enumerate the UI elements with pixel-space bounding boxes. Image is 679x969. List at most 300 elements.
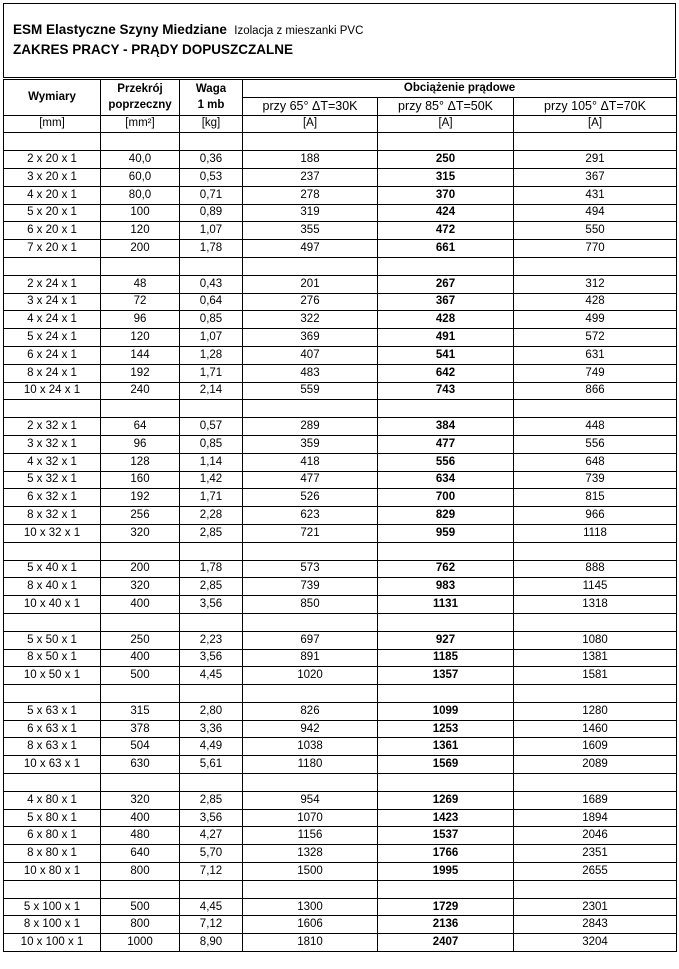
empty-cell <box>243 774 378 792</box>
empty-cell <box>180 400 243 418</box>
cross-section-cell: 160 <box>101 471 180 489</box>
empty-cell <box>101 542 180 560</box>
dimension-cell: 10 x 100 x 1 <box>4 934 101 952</box>
col-header-obciazenie: Obciążenie prądowe <box>243 80 677 98</box>
current-105-cell: 428 <box>514 293 677 311</box>
current-105-cell: 494 <box>514 204 677 222</box>
current-65-cell: 319 <box>243 204 378 222</box>
empty-cell <box>180 257 243 275</box>
current-105-cell: 431 <box>514 186 677 204</box>
table-row <box>4 204 677 222</box>
current-65-cell: 1606 <box>243 916 378 934</box>
table-row <box>4 596 677 614</box>
table-row <box>4 435 677 453</box>
current-105-cell: 550 <box>514 222 677 240</box>
dimension-cell: 5 x 63 x 1 <box>4 702 101 720</box>
current-105-cell: 888 <box>514 560 677 578</box>
dimension-cell: 4 x 24 x 1 <box>4 311 101 329</box>
current-85-cell: 1361 <box>378 738 514 756</box>
current-85-cell: 472 <box>378 222 514 240</box>
cross-section-cell: 72 <box>101 293 180 311</box>
current-85-cell: 1131 <box>378 596 514 614</box>
weight-cell: 1,71 <box>180 364 243 382</box>
cross-section-cell: 320 <box>101 524 180 542</box>
current-85-cell: 959 <box>378 524 514 542</box>
group-separator-row <box>4 400 677 418</box>
col-header-waga <box>180 80 243 116</box>
current-65-cell: 497 <box>243 240 378 258</box>
dimension-cell: 6 x 24 x 1 <box>4 346 101 364</box>
cross-section-cell: 630 <box>101 756 180 774</box>
current-rating-table <box>3 79 677 952</box>
table-row <box>4 934 677 952</box>
current-85-cell: 384 <box>378 418 514 436</box>
empty-cell <box>4 542 101 560</box>
table-row <box>4 346 677 364</box>
empty-cell <box>4 880 101 898</box>
current-85-cell: 491 <box>378 329 514 347</box>
dimension-cell: 2 x 32 x 1 <box>4 418 101 436</box>
current-105-cell: 499 <box>514 311 677 329</box>
current-65-cell: 1328 <box>243 845 378 863</box>
current-65-cell: 1038 <box>243 738 378 756</box>
current-65-cell: 369 <box>243 329 378 347</box>
insulation-note: Izolacja z mieszanki PVC <box>234 25 364 37</box>
weight-cell: 1,14 <box>180 453 243 471</box>
table-row <box>4 507 677 525</box>
weight-cell: 4,27 <box>180 827 243 845</box>
unit-cell: [mm] <box>4 115 101 133</box>
current-105-cell: 770 <box>514 240 677 258</box>
weight-cell: 5,61 <box>180 756 243 774</box>
current-65-cell: 483 <box>243 364 378 382</box>
dimension-cell: 10 x 50 x 1 <box>4 667 101 685</box>
current-65-cell: 1156 <box>243 827 378 845</box>
table-row <box>4 382 677 400</box>
current-105-cell: 739 <box>514 471 677 489</box>
current-85-cell: 370 <box>378 186 514 204</box>
table-row <box>4 827 677 845</box>
current-65-cell: 721 <box>243 524 378 542</box>
cross-section-cell: 240 <box>101 382 180 400</box>
current-85-cell: 2407 <box>378 934 514 952</box>
current-65-cell: 623 <box>243 507 378 525</box>
current-105-cell: 572 <box>514 329 677 347</box>
cross-section-cell: 96 <box>101 311 180 329</box>
current-105-cell: 2301 <box>514 898 677 916</box>
dimension-cell: 6 x 80 x 1 <box>4 827 101 845</box>
dimension-cell: 5 x 50 x 1 <box>4 631 101 649</box>
units-row <box>4 115 677 133</box>
empty-cell <box>101 133 180 151</box>
dimension-cell: 8 x 50 x 1 <box>4 649 101 667</box>
section-heading: ZAKRES PRACY - PRĄDY DOPUSZCZALNE <box>13 42 294 57</box>
title-line <box>13 21 363 39</box>
cross-section-cell: 40,0 <box>101 151 180 169</box>
table-row <box>4 578 677 596</box>
table-row <box>4 311 677 329</box>
empty-cell <box>514 133 677 151</box>
current-85-cell: 1423 <box>378 809 514 827</box>
cross-section-cell: 250 <box>101 631 180 649</box>
weight-cell: 1,28 <box>180 346 243 364</box>
dimension-cell: 8 x 24 x 1 <box>4 364 101 382</box>
dimension-cell: 8 x 32 x 1 <box>4 507 101 525</box>
weight-cell: 1,78 <box>180 560 243 578</box>
current-85-cell: 556 <box>378 453 514 471</box>
cross-section-cell: 200 <box>101 240 180 258</box>
empty-cell <box>180 880 243 898</box>
empty-cell <box>378 613 514 631</box>
weight-cell: 3,36 <box>180 720 243 738</box>
empty-cell <box>514 542 677 560</box>
cross-section-cell: 192 <box>101 489 180 507</box>
col-header-t105: przy 105° ΔT=70K <box>514 97 677 115</box>
current-65-cell: 826 <box>243 702 378 720</box>
weight-cell: 2,23 <box>180 631 243 649</box>
current-105-cell: 1689 <box>514 791 677 809</box>
current-85-cell: 700 <box>378 489 514 507</box>
table-row <box>4 453 677 471</box>
table-row <box>4 418 677 436</box>
current-85-cell: 428 <box>378 311 514 329</box>
current-65-cell: 188 <box>243 151 378 169</box>
current-85-cell: 743 <box>378 382 514 400</box>
current-85-cell: 315 <box>378 168 514 186</box>
col-header-waga-line1: Waga <box>195 83 227 96</box>
current-65-cell: 278 <box>243 186 378 204</box>
current-85-cell: 1995 <box>378 863 514 881</box>
weight-cell: 0,71 <box>180 186 243 204</box>
dimension-cell: 4 x 80 x 1 <box>4 791 101 809</box>
table-row <box>4 168 677 186</box>
weight-cell: 3,56 <box>180 596 243 614</box>
current-105-cell: 1894 <box>514 809 677 827</box>
weight-cell: 0,85 <box>180 435 243 453</box>
current-105-cell: 2089 <box>514 756 677 774</box>
current-65-cell: 407 <box>243 346 378 364</box>
cross-section-cell: 500 <box>101 898 180 916</box>
datasheet <box>3 3 676 966</box>
weight-cell: 2,28 <box>180 507 243 525</box>
current-65-cell: 355 <box>243 222 378 240</box>
weight-cell: 1,71 <box>180 489 243 507</box>
dimension-cell: 10 x 24 x 1 <box>4 382 101 400</box>
dimension-cell: 8 x 63 x 1 <box>4 738 101 756</box>
table-row <box>4 720 677 738</box>
current-85-cell: 1537 <box>378 827 514 845</box>
empty-cell <box>4 400 101 418</box>
current-85-cell: 983 <box>378 578 514 596</box>
empty-cell <box>378 685 514 703</box>
cross-section-cell: 192 <box>101 364 180 382</box>
cross-section-cell: 120 <box>101 222 180 240</box>
dimension-cell: 5 x 24 x 1 <box>4 329 101 347</box>
empty-cell <box>180 613 243 631</box>
table-row <box>4 898 677 916</box>
current-65-cell: 942 <box>243 720 378 738</box>
empty-cell <box>101 774 180 792</box>
dimension-cell: 4 x 32 x 1 <box>4 453 101 471</box>
cross-section-cell: 100 <box>101 204 180 222</box>
cross-section-cell: 315 <box>101 702 180 720</box>
current-105-cell: 749 <box>514 364 677 382</box>
current-105-cell: 556 <box>514 435 677 453</box>
empty-cell <box>4 774 101 792</box>
weight-cell: 0,36 <box>180 151 243 169</box>
current-85-cell: 927 <box>378 631 514 649</box>
col-header-waga-line2: 1 mb <box>197 99 225 112</box>
cross-section-cell: 320 <box>101 791 180 809</box>
current-65-cell: 739 <box>243 578 378 596</box>
empty-cell <box>514 685 677 703</box>
dimension-cell: 10 x 40 x 1 <box>4 596 101 614</box>
weight-cell: 5,70 <box>180 845 243 863</box>
empty-cell <box>514 774 677 792</box>
cross-section-cell: 400 <box>101 596 180 614</box>
empty-cell <box>378 400 514 418</box>
current-85-cell: 1569 <box>378 756 514 774</box>
table-row <box>4 809 677 827</box>
current-85-cell: 367 <box>378 293 514 311</box>
col-header-wymiary: Wymiary <box>4 80 101 116</box>
dimension-cell: 3 x 20 x 1 <box>4 168 101 186</box>
current-85-cell: 1185 <box>378 649 514 667</box>
cross-section-cell: 640 <box>101 845 180 863</box>
current-105-cell: 2046 <box>514 827 677 845</box>
table-row <box>4 916 677 934</box>
empty-cell <box>243 257 378 275</box>
table-body <box>4 133 677 952</box>
weight-cell: 0,64 <box>180 293 243 311</box>
unit-cell: [mm²] <box>101 115 180 133</box>
current-105-cell: 1581 <box>514 667 677 685</box>
current-85-cell: 762 <box>378 560 514 578</box>
current-105-cell: 1381 <box>514 649 677 667</box>
empty-cell <box>180 133 243 151</box>
table-row <box>4 186 677 204</box>
empty-cell <box>378 542 514 560</box>
weight-cell: 1,42 <box>180 471 243 489</box>
current-105-cell: 1609 <box>514 738 677 756</box>
current-65-cell: 1810 <box>243 934 378 952</box>
cross-section-cell: 60,0 <box>101 168 180 186</box>
weight-cell: 2,80 <box>180 702 243 720</box>
current-105-cell: 815 <box>514 489 677 507</box>
col-header-t65: przy 65° ΔT=30K <box>243 97 378 115</box>
current-85-cell: 541 <box>378 346 514 364</box>
cross-section-cell: 378 <box>101 720 180 738</box>
dimension-cell: 6 x 32 x 1 <box>4 489 101 507</box>
col-header-przekroj-line1: Przekrój <box>117 83 163 96</box>
table-row <box>4 863 677 881</box>
cross-section-cell: 480 <box>101 827 180 845</box>
weight-cell: 8,90 <box>180 934 243 952</box>
cross-section-cell: 800 <box>101 916 180 934</box>
cross-section-cell: 400 <box>101 809 180 827</box>
dimension-cell: 3 x 32 x 1 <box>4 435 101 453</box>
cross-section-cell: 200 <box>101 560 180 578</box>
current-65-cell: 418 <box>243 453 378 471</box>
group-separator-row <box>4 774 677 792</box>
current-85-cell: 1729 <box>378 898 514 916</box>
weight-cell: 1,78 <box>180 240 243 258</box>
current-85-cell: 424 <box>378 204 514 222</box>
empty-cell <box>514 880 677 898</box>
header-row-1 <box>4 80 677 98</box>
current-85-cell: 250 <box>378 151 514 169</box>
group-separator-row <box>4 542 677 560</box>
current-105-cell: 367 <box>514 168 677 186</box>
current-85-cell: 642 <box>378 364 514 382</box>
cross-section-cell: 1000 <box>101 934 180 952</box>
dimension-cell: 10 x 80 x 1 <box>4 863 101 881</box>
dimension-cell: 5 x 80 x 1 <box>4 809 101 827</box>
cross-section-cell: 400 <box>101 649 180 667</box>
unit-cell: [A] <box>243 115 378 133</box>
cross-section-cell: 64 <box>101 418 180 436</box>
cross-section-cell: 48 <box>101 275 180 293</box>
dimension-cell: 7 x 20 x 1 <box>4 240 101 258</box>
empty-cell <box>378 133 514 151</box>
current-105-cell: 1460 <box>514 720 677 738</box>
current-105-cell: 866 <box>514 382 677 400</box>
group-separator-row <box>4 880 677 898</box>
cross-section-cell: 128 <box>101 453 180 471</box>
weight-cell: 0,57 <box>180 418 243 436</box>
current-85-cell: 1099 <box>378 702 514 720</box>
empty-cell <box>378 880 514 898</box>
cross-section-cell: 500 <box>101 667 180 685</box>
table-row <box>4 524 677 542</box>
dimension-cell: 4 x 20 x 1 <box>4 186 101 204</box>
dimension-cell: 5 x 20 x 1 <box>4 204 101 222</box>
product-title: ESM Elastyczne Szyny Miedziane <box>13 22 227 37</box>
weight-cell: 2,14 <box>180 382 243 400</box>
dimension-cell: 8 x 40 x 1 <box>4 578 101 596</box>
table-row <box>4 791 677 809</box>
dimension-cell: 8 x 80 x 1 <box>4 845 101 863</box>
group-separator-row <box>4 613 677 631</box>
col-header-przekroj <box>101 80 180 116</box>
weight-cell: 1,07 <box>180 222 243 240</box>
current-85-cell: 2136 <box>378 916 514 934</box>
dimension-cell: 10 x 63 x 1 <box>4 756 101 774</box>
table-row <box>4 364 677 382</box>
weight-cell: 0,85 <box>180 311 243 329</box>
group-separator-row <box>4 685 677 703</box>
table-row <box>4 222 677 240</box>
empty-cell <box>180 685 243 703</box>
current-105-cell: 1118 <box>514 524 677 542</box>
group-separator-row <box>4 257 677 275</box>
current-65-cell: 697 <box>243 631 378 649</box>
table-row <box>4 667 677 685</box>
empty-cell <box>4 133 101 151</box>
current-85-cell: 1357 <box>378 667 514 685</box>
dimension-cell: 8 x 100 x 1 <box>4 916 101 934</box>
current-105-cell: 1145 <box>514 578 677 596</box>
current-65-cell: 559 <box>243 382 378 400</box>
current-105-cell: 2351 <box>514 845 677 863</box>
current-85-cell: 634 <box>378 471 514 489</box>
cross-section-cell: 120 <box>101 329 180 347</box>
empty-cell <box>243 880 378 898</box>
empty-cell <box>4 685 101 703</box>
empty-cell <box>514 257 677 275</box>
col-header-t85: przy 85° ΔT=50K <box>378 97 514 115</box>
table-row <box>4 756 677 774</box>
current-105-cell: 312 <box>514 275 677 293</box>
weight-cell: 7,12 <box>180 916 243 934</box>
current-65-cell: 1500 <box>243 863 378 881</box>
group-separator-row <box>4 133 677 151</box>
empty-cell <box>514 400 677 418</box>
table-row <box>4 275 677 293</box>
empty-cell <box>4 613 101 631</box>
empty-cell <box>243 400 378 418</box>
current-65-cell: 201 <box>243 275 378 293</box>
current-105-cell: 3204 <box>514 934 677 952</box>
current-65-cell: 1180 <box>243 756 378 774</box>
dimension-cell: 2 x 24 x 1 <box>4 275 101 293</box>
current-85-cell: 1766 <box>378 845 514 863</box>
cross-section-cell: 320 <box>101 578 180 596</box>
dimension-cell: 5 x 100 x 1 <box>4 898 101 916</box>
empty-cell <box>180 774 243 792</box>
current-65-cell: 322 <box>243 311 378 329</box>
weight-cell: 2,85 <box>180 578 243 596</box>
current-65-cell: 477 <box>243 471 378 489</box>
cross-section-cell: 256 <box>101 507 180 525</box>
empty-cell <box>101 257 180 275</box>
current-65-cell: 891 <box>243 649 378 667</box>
dimension-cell: 10 x 32 x 1 <box>4 524 101 542</box>
current-65-cell: 954 <box>243 791 378 809</box>
cross-section-cell: 80,0 <box>101 186 180 204</box>
current-105-cell: 291 <box>514 151 677 169</box>
unit-cell: [A] <box>378 115 514 133</box>
current-85-cell: 829 <box>378 507 514 525</box>
empty-cell <box>101 880 180 898</box>
table-row <box>4 560 677 578</box>
cross-section-cell: 144 <box>101 346 180 364</box>
empty-cell <box>514 613 677 631</box>
current-85-cell: 1269 <box>378 791 514 809</box>
current-85-cell: 661 <box>378 240 514 258</box>
empty-cell <box>378 774 514 792</box>
table-row <box>4 151 677 169</box>
unit-cell: [A] <box>514 115 677 133</box>
table-row <box>4 293 677 311</box>
current-65-cell: 1300 <box>243 898 378 916</box>
current-65-cell: 276 <box>243 293 378 311</box>
weight-cell: 4,49 <box>180 738 243 756</box>
empty-cell <box>4 257 101 275</box>
table-row <box>4 240 677 258</box>
current-85-cell: 1253 <box>378 720 514 738</box>
current-105-cell: 1280 <box>514 702 677 720</box>
empty-cell <box>101 613 180 631</box>
current-105-cell: 1080 <box>514 631 677 649</box>
empty-cell <box>243 685 378 703</box>
weight-cell: 1,07 <box>180 329 243 347</box>
current-105-cell: 1318 <box>514 596 677 614</box>
table-row <box>4 702 677 720</box>
weight-cell: 7,12 <box>180 863 243 881</box>
table-row <box>4 489 677 507</box>
weight-cell: 3,56 <box>180 649 243 667</box>
